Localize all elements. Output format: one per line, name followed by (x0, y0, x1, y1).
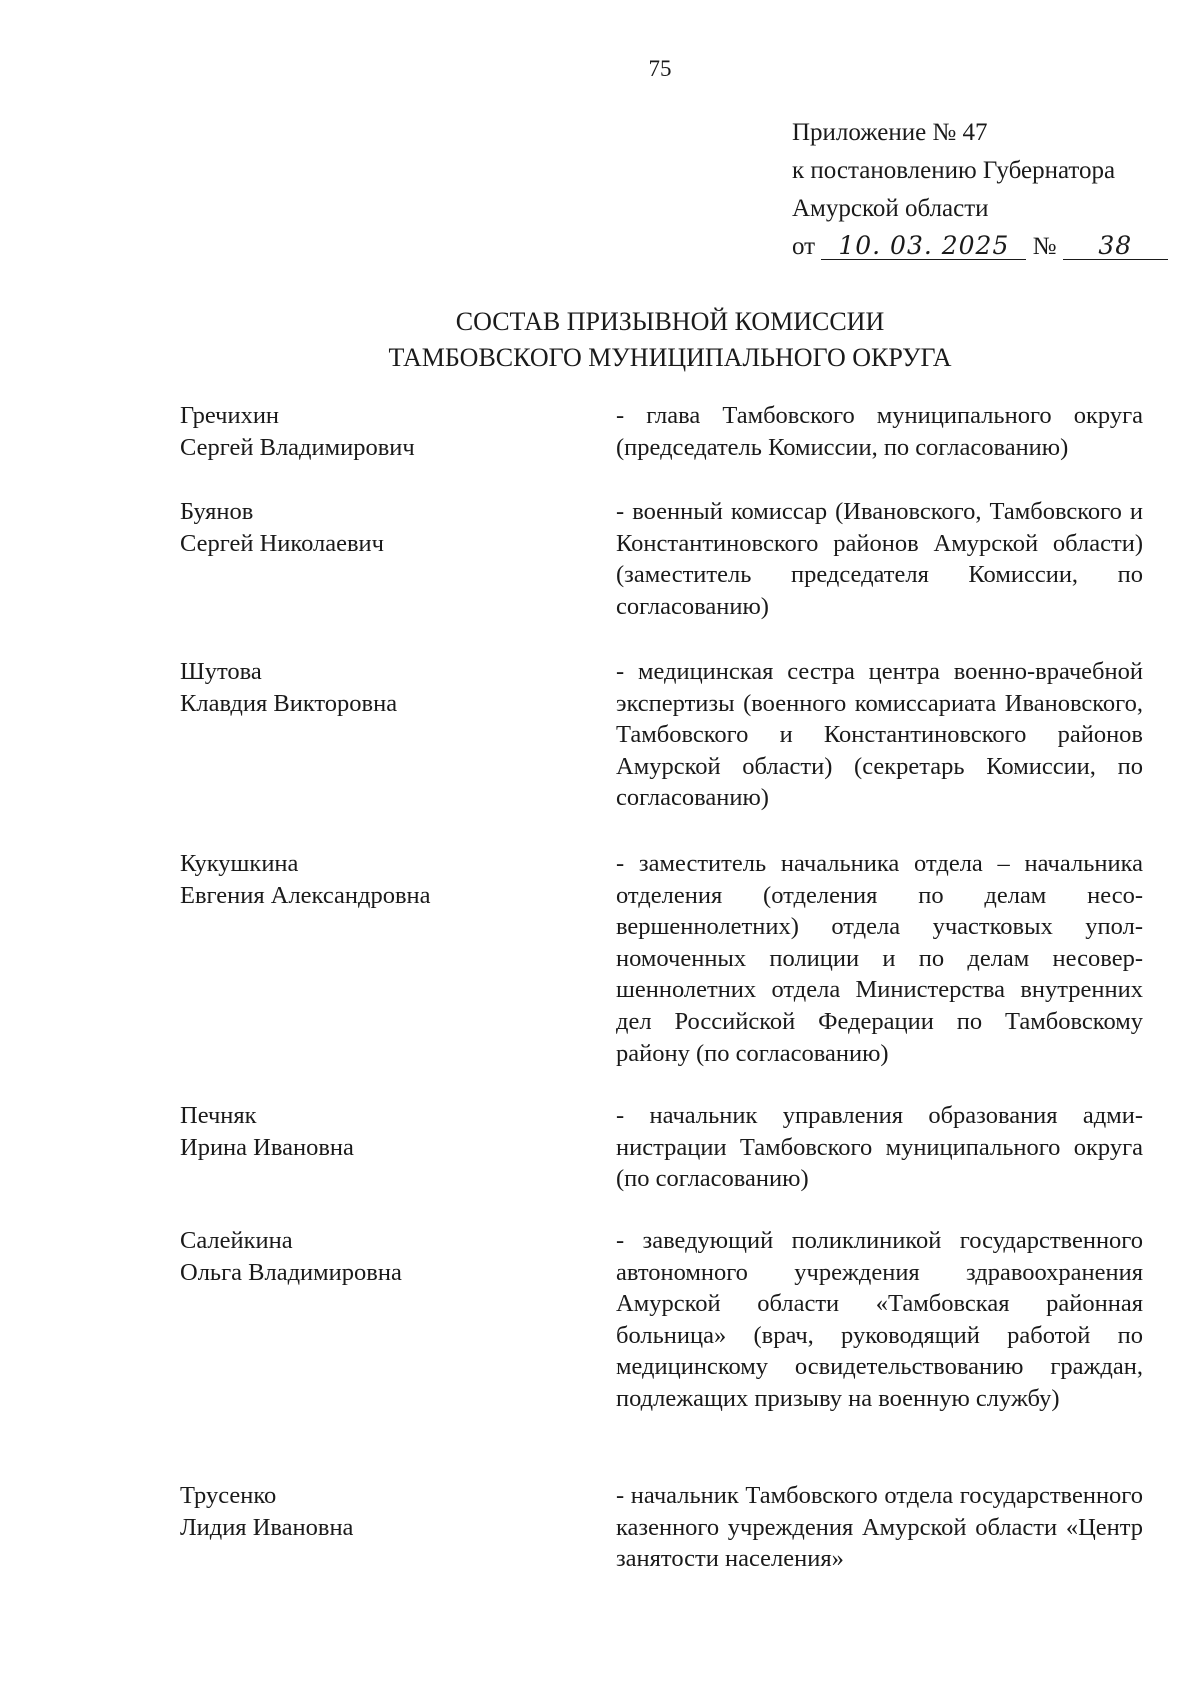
appendix-header (792, 114, 1168, 266)
member-role: - начальник Тамбовского отдела государственного казенного учреждения Амурской области «Центр занятости населения» (616, 1482, 1143, 1573)
member-given-names: Ольга Владимировна (180, 1258, 402, 1286)
member-surname: Буянов (180, 498, 254, 525)
member-given-names: Евгения Александровна (180, 881, 431, 909)
handwritten-number: 38 (1063, 233, 1168, 260)
appendix-date-line (792, 228, 1168, 266)
appendix-title: Приложение № 47 (792, 119, 988, 146)
title-line-1: СОСТАВ ПРИЗЫВНОЙ КОМИССИИ (455, 307, 885, 336)
member-surname: Салейкина (180, 1227, 293, 1254)
member-surname: Шутова (180, 658, 262, 685)
member-name (180, 1100, 580, 1163)
member-given-names: Сергей Николаевич (180, 529, 384, 557)
handwritten-date: 10. 03. 2025 (821, 233, 1026, 260)
member-role: - медицинская сестра центра военно-врачебной экспертизы (военного комиссариата Ивановского, Тамбовского и Константиновского районов Амурской области) (секретарь Комиссии, по согласованию) (616, 658, 1143, 812)
member-given-names: Ирина Ивановна (180, 1133, 354, 1161)
member-given-names: Лидия Ивановна (180, 1513, 354, 1541)
member-name (180, 656, 580, 719)
member-surname: Кукушкина (180, 850, 299, 877)
member-name (180, 496, 580, 559)
number-sign: № (1032, 233, 1057, 260)
appendix-region: Амурской области (792, 195, 989, 222)
member-role: - заместитель начальника отдела – начальника отделения (отделения по делам несовершеннолетних) отдела участковых уполномоченных полиции и по делам несовершеннолетних отдела Министерства внутренних дел Российской Федерации по Тамбовскому району (по согласованию) (616, 850, 1143, 1067)
member-surname: Трусенко (180, 1482, 277, 1509)
member-name (180, 1480, 580, 1543)
member-role: - заведующий поликлиникой государственного автономного учреждения здравоохранения Амурской области «Тамбовская районная больница» (врач, руководящий работой по медицинскому освидетельствованию граждан, подлежащих призыву на военную службу) (616, 1227, 1143, 1412)
member-surname: Гречихин (180, 402, 280, 429)
date-prefix: от (792, 233, 816, 260)
member-role: - начальник управления образования администрации Тамбовского муниципального округа (по согласованию) (616, 1102, 1143, 1193)
page-number: 75 (648, 56, 672, 81)
member-surname: Печняк (180, 1102, 257, 1129)
member-given-names: Сергей Владимирович (180, 433, 415, 461)
member-role: - военный комиссар (Ивановского, Тамбовского и Константиновского районов Амурской области) (заместитель председателя Комиссии, по согласованию) (616, 498, 1143, 620)
member-name (180, 848, 580, 911)
document-title (0, 304, 1200, 376)
member-name (180, 400, 580, 463)
member-name (180, 1225, 580, 1288)
member-role: - глава Тамбовского муниципального округа (председатель Комиссии, по согласованию) (616, 402, 1143, 461)
member-given-names: Клавдия Викторовна (180, 689, 398, 717)
title-line-2: ТАМБОВСКОГО МУНИЦИПАЛЬНОГО ОКРУГА (388, 343, 952, 372)
appendix-decree-ref: к постановлению Губернатора (792, 157, 1116, 184)
